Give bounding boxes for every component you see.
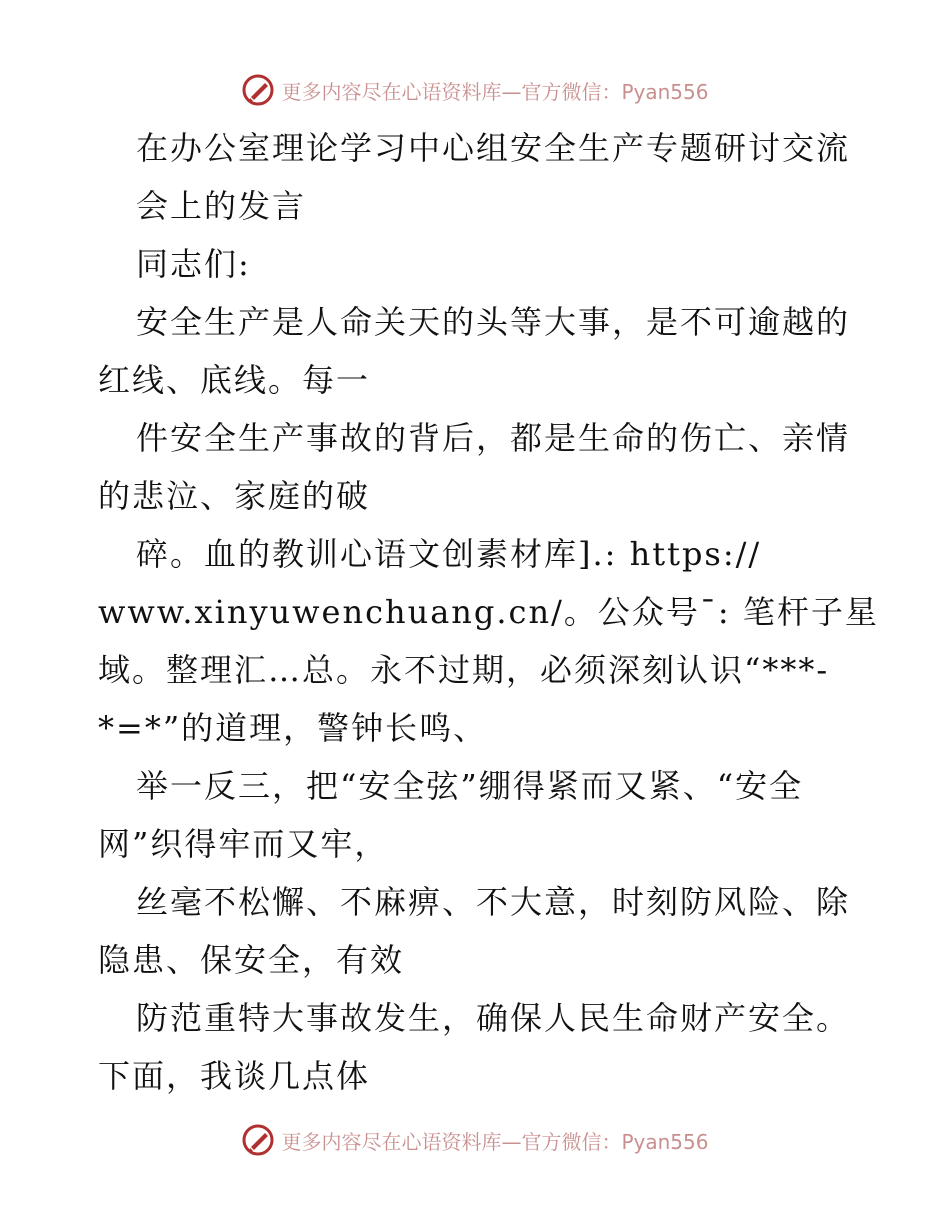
paragraph-line: 下面，我谈几点体 (98, 1057, 371, 1095)
salutation: 同志们: (136, 245, 251, 283)
footer-watermark (0, 1120, 950, 1160)
paragraph-line: 防范重特大事故发生，确保人民生命财产安全。 (136, 999, 851, 1037)
paragraph-line: 红线、底线。每一 (98, 361, 371, 399)
paragraph-line: *=*”的道理，警钟长鸣、 (98, 709, 488, 747)
title-line-2: 会上的发言 (136, 187, 307, 225)
watermark-text: 更多内容尽在心语资料库—官方微信：Pyan556 (281, 79, 709, 104)
paragraph-line: 丝毫不松懈、不麻痹、不大意，时刻防风险、除 (136, 883, 851, 921)
pen-logo-icon (241, 1123, 275, 1157)
paragraph-line: 隐患、保安全，有效 (98, 941, 405, 979)
header-watermark (0, 70, 950, 110)
paragraph-line: www.xinyuwenchuang.cn/。公众号¯: 笔杆子星 (98, 593, 879, 631)
watermark-text: 更多内容尽在心语资料库—官方微信：Pyan556 (281, 1129, 709, 1154)
paragraph-line: 的悲泣、家庭的破 (98, 477, 371, 515)
paragraph-line: 安全生产是人命关天的头等大事，是不可逾越的 (136, 303, 851, 341)
paragraph-line: 网”织得牢而又牢， (98, 825, 389, 863)
title-line-1: 在办公室理论学习中心组安全生产专题研讨交流 (136, 129, 851, 167)
paragraph-line: 碎。血的教训心语文创素材库].: https:// (136, 535, 762, 573)
paragraph-line: 举一反三，把“安全弦”绷得紧而又紧、“安全 (136, 767, 804, 805)
paragraph-line: 件安全生产事故的背后，都是生命的伤亡、亲情 (136, 419, 851, 457)
pen-logo-icon (241, 73, 275, 107)
paragraph-line: 域。整理汇…总。永不过期，必须深刻认识“***- (98, 651, 830, 689)
